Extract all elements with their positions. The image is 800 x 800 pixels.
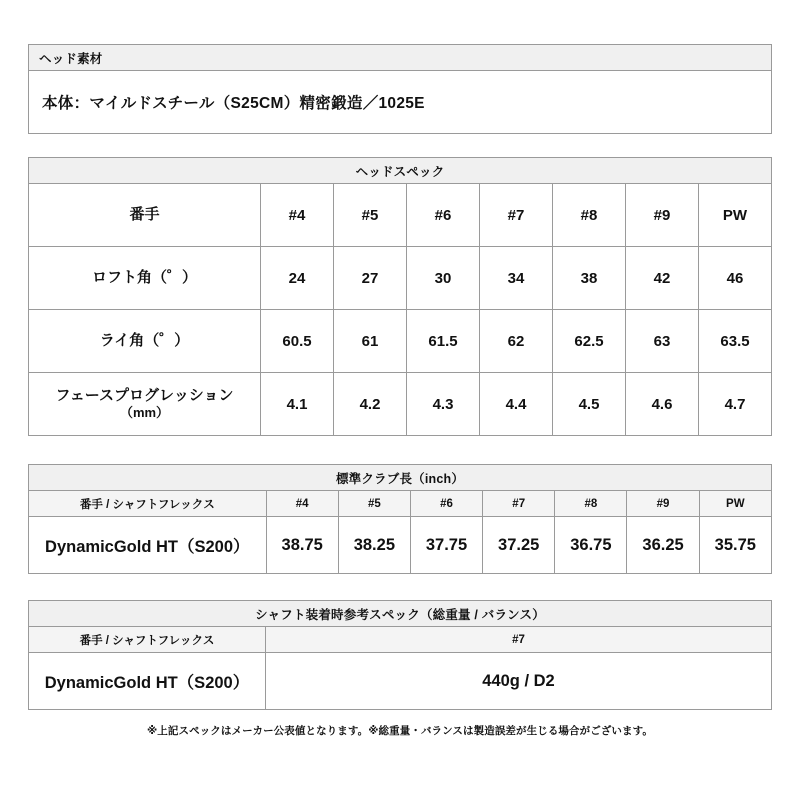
club-length-cell: 36.75 xyxy=(555,517,627,574)
shaft-spec-cell: 440g / D2 xyxy=(266,653,772,710)
head-spec-cell: 34 xyxy=(480,247,553,310)
head-spec-row-label: ロフト角（゜） xyxy=(29,247,261,310)
head-spec-club-header: PW xyxy=(699,184,772,247)
club-length-club-header: #4 xyxy=(266,491,338,517)
club-length-club-header: #7 xyxy=(483,491,555,517)
table-row xyxy=(29,653,772,710)
club-length-row-label: DynamicGold HT（S200） xyxy=(29,517,267,574)
head-material-value-row xyxy=(29,71,772,134)
shaft-spec-club-header: #7 xyxy=(266,627,772,653)
head-spec-cell: 4.6 xyxy=(626,373,699,436)
head-spec-table xyxy=(28,157,772,436)
club-length-cell: 37.25 xyxy=(483,517,555,574)
table-row xyxy=(29,373,772,436)
head-spec-title-row xyxy=(29,158,772,184)
footnote-text: ※上記スペックはメーカー公表値となります。※総重量・バランスは製造誤差が生じる場合がございます。 xyxy=(146,725,653,737)
club-length-cell: 38.75 xyxy=(266,517,338,574)
head-spec-cell: 63 xyxy=(626,310,699,373)
head-spec-cell: 4.5 xyxy=(553,373,626,436)
head-spec-cell: 46 xyxy=(699,247,772,310)
head-material-title-row xyxy=(29,45,772,71)
table-row xyxy=(29,517,772,574)
head-spec-cell: 4.1 xyxy=(261,373,334,436)
head-spec-cell: 62.5 xyxy=(553,310,626,373)
head-spec-club-header: #8 xyxy=(553,184,626,247)
head-spec-row-label-unit: （mm） xyxy=(119,405,170,421)
head-spec-cell: 61.5 xyxy=(407,310,480,373)
head-spec-club-header: #6 xyxy=(407,184,480,247)
table-row xyxy=(29,247,772,310)
shaft-spec-title: シャフト装着時参考スペック（総重量 / バランス） xyxy=(29,601,772,627)
club-length-club-header: PW xyxy=(699,491,771,517)
club-length-title: 標準クラブ長（inch） xyxy=(29,465,772,491)
head-spec-cell: 38 xyxy=(553,247,626,310)
club-length-cell: 38.25 xyxy=(338,517,410,574)
head-spec-label-header: 番手 xyxy=(29,184,261,247)
head-spec-row-label-main: フェースプログレッション xyxy=(55,386,234,404)
club-length-cell: 37.75 xyxy=(410,517,482,574)
head-spec-cell: 61 xyxy=(334,310,407,373)
head-material-value: 本体：マイルドスチール（S25CM）精密鍛造／1025E xyxy=(29,71,772,134)
head-spec-row-label: ライ角（゜） xyxy=(29,310,261,373)
head-spec-cell: 62 xyxy=(480,310,553,373)
head-spec-cell: 42 xyxy=(626,247,699,310)
head-material-table xyxy=(28,44,772,134)
head-material-title: ヘッド素材 xyxy=(29,45,772,71)
head-spec-cell: 27 xyxy=(334,247,407,310)
head-spec-title: ヘッドスペック xyxy=(29,158,772,184)
head-spec-cell: 24 xyxy=(261,247,334,310)
head-spec-club-header: #7 xyxy=(480,184,553,247)
head-spec-club-header: #5 xyxy=(334,184,407,247)
club-length-club-header: #6 xyxy=(410,491,482,517)
shaft-spec-table xyxy=(28,600,772,710)
shaft-spec-row-label: DynamicGold HT（S200） xyxy=(29,653,266,710)
head-spec-column-header-row xyxy=(29,184,772,247)
head-spec-club-header: #4 xyxy=(261,184,334,247)
head-spec-cell: 4.4 xyxy=(480,373,553,436)
head-spec-row-label xyxy=(29,373,261,436)
head-spec-club-header: #9 xyxy=(626,184,699,247)
club-length-label-header: 番手 / シャフトフレックス xyxy=(29,491,267,517)
shaft-spec-title-row xyxy=(29,601,772,627)
club-length-club-header: #5 xyxy=(338,491,410,517)
table-row xyxy=(29,310,772,373)
shaft-spec-label-header: 番手 / シャフトフレックス xyxy=(29,627,266,653)
club-length-cell: 35.75 xyxy=(699,517,771,574)
club-length-cell: 36.25 xyxy=(627,517,699,574)
head-spec-cell: 4.2 xyxy=(334,373,407,436)
head-spec-cell: 4.7 xyxy=(699,373,772,436)
head-spec-cell: 60.5 xyxy=(261,310,334,373)
club-length-title-row xyxy=(29,465,772,491)
club-length-club-header: #9 xyxy=(627,491,699,517)
head-spec-cell: 4.3 xyxy=(407,373,480,436)
club-length-table xyxy=(28,464,772,574)
shaft-spec-column-header-row xyxy=(29,627,772,653)
head-spec-cell: 63.5 xyxy=(699,310,772,373)
club-length-column-header-row xyxy=(29,491,772,517)
head-spec-cell: 30 xyxy=(407,247,480,310)
club-length-club-header: #8 xyxy=(555,491,627,517)
